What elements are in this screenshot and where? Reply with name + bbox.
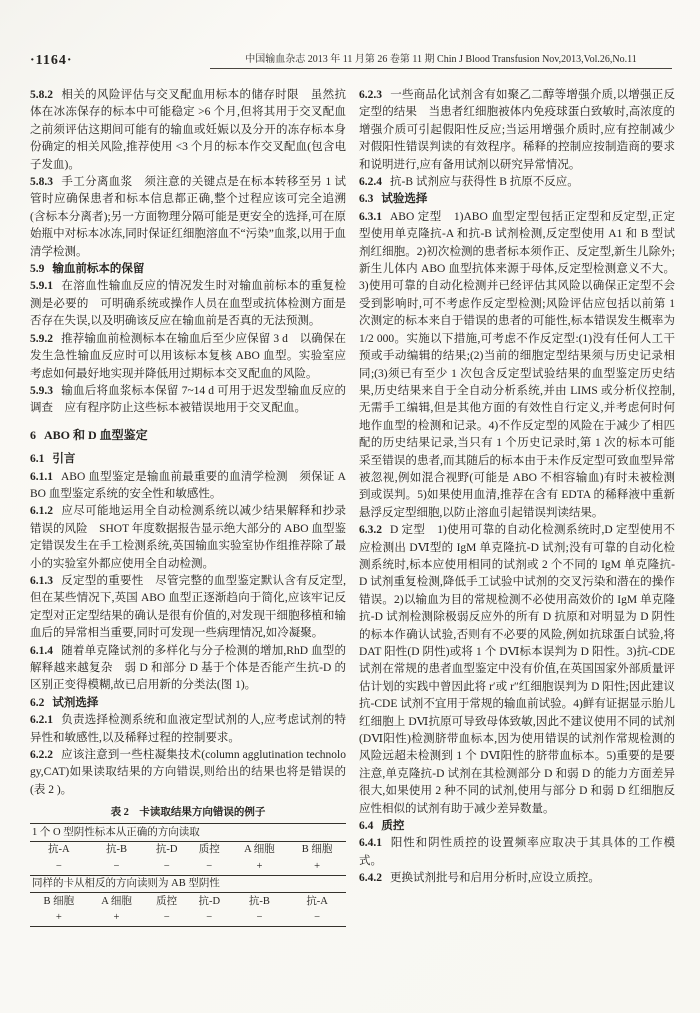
section-6-1-1 [30,469,346,504]
table-2 [30,823,346,927]
section-text: 输血后将血浆标本保留 7~14 d 可用于迟发型输血反应的调查 应有程序防止这些标本被错误地用于交叉配血。 [30,384,346,415]
section-text: 更换试剂批号和启用分析时,应设立质控。 [390,872,600,885]
page-number: ·1164· [30,53,73,68]
table-value-cell: − [88,858,146,875]
section-number: 6.1.2 [30,505,53,518]
heading-text: ABO 和 D 血型鉴定 [44,427,148,442]
heading-6 [30,427,346,444]
two-column-body [30,87,675,927]
section-number: 5.9.3 [30,384,53,397]
table-row [30,824,346,842]
section-text: 负责选择检测系统和血液定型试剂的人,应考虑试剂的特异性和敏感性,以及稀释过程的控制要求。 [30,714,346,744]
table-row [30,875,346,893]
section-text: 反定型的重要性 尽管完整的血型鉴定默认含有反定型,但在某些情况下,英国 ABO 血型正逐渐趋向于简化,应该牢记反定型对正定型结果的确认是很有价值的,对发现干细胞移植和输血后的异常相当重要,同时可发现一些病理情况,如冷凝聚。 [30,574,346,640]
journal-citation: 中国输血杂志 2013 年 11 月第 26 卷第 11 期 Chin J Blood Transfusion Nov,2013,Vol.26,No.11 [210,50,672,69]
section-6-1-3 [30,573,346,643]
section-number: 6.2.2 [30,749,53,762]
section-number: 6.4 [359,820,374,833]
section-5-9-3 [30,383,346,418]
table-header-cell: 质控 [198,844,220,856]
table-value-cell: − [256,912,263,924]
table-value-cell: − [188,858,231,875]
table-header-cell: 抗-A [48,844,70,856]
section-number: 6.1.1 [30,470,53,483]
section-5-8-3 [30,174,346,261]
table-span-caption: 同样的卡从相反的方向读则为 AB 型阴性 [30,875,346,893]
table-value-cell: + [113,912,120,924]
section-number: 5.8.3 [30,176,53,189]
table-value-cell: − [30,858,88,875]
table-value-cell: + [288,858,346,875]
section-number: 6 [30,427,36,442]
section-number: 6.3.1 [359,210,382,223]
table-row [30,858,346,875]
table-header-cell: 抗-B [248,895,270,907]
section-text: 抗-B 试剂应与获得性 B 抗原不反应。 [390,176,579,189]
section-text: 在溶血性输血反应的情况发生时对输血前标本的重复检测是必要的 可明确系统或操作人员在血型或抗体检测方面是否存在失误,以及明确该反应在输血前是否真的无法预测。 [30,280,346,328]
table-span-caption: 1 个 O 型阴性标本从正确的方向读取 [30,824,346,842]
section-number: 6.3 [359,193,374,206]
heading-6-3 [359,191,675,208]
heading-6-2 [30,695,346,712]
section-6-2-2 [30,747,346,799]
table-value-cell: − [163,912,170,924]
table-row [30,841,346,858]
section-number: 6.1 [30,453,45,466]
section-5-8-2 [30,87,346,174]
section-text: 推荐输血前检测标本在输血后至少应保留 3 d 以确保在发生急性输血反应时可以用该标本复核 ABO 血型。实验室应考虑如何最好地实现并降低用过期标本交叉配血的风险。 [30,332,346,380]
section-number: 6.4.2 [359,872,382,885]
table-value-cell: − [314,912,321,924]
heading-text: 试验选择 [381,193,428,206]
right-column [359,87,675,927]
table-2-block [30,805,346,927]
section-number: 6.2.3 [359,89,382,101]
section-6-2-4 [359,174,675,191]
table-header-cell: B 细胞 [301,844,333,856]
section-5-9-1 [30,278,346,330]
section-number: 6.3.2 [359,524,382,537]
page-header [30,50,672,69]
section-6-2-1 [30,712,346,747]
table-header-cell: 抗-B [106,844,127,856]
section-text: 相关的风险评估与交叉配血用标本的储存时限 虽然抗体在冰冻保存的标本中可能稳定 >6 个月,但将其用于交叉配血之前须评估这期间可能有的输血或妊娠以及分开的冻存标本身份确定的相关风险,推荐使用 <3 个月的标本作交叉配血(包含电子发血)。 [30,89,346,171]
table-2-title: 表 2 卡读取结果方向错误的例子 [110,807,266,819]
heading-text: 质控 [381,820,405,833]
section-6-4-2 [359,870,675,887]
table-header-cell: B 细胞 [43,895,75,907]
section-5-9-2 [30,331,346,383]
heading-text: 输血前标本的保留 [52,263,145,276]
section-text: 阳性和阴性质控的设置频率应取决于其具体的工作模式。 [359,837,675,867]
table-header-cell: 抗-D [155,844,178,856]
section-number: 5.9.1 [30,280,53,293]
heading-text: 引言 [52,453,76,466]
section-text: 应该注意到一些柱凝集技术(column agglutination technology,CAT)如果读取结果的方向错误,则给出的结果也将是错误的(表 2 )。 [30,749,346,796]
table-row [30,910,346,927]
left-column [30,87,346,927]
section-number: 6.1.4 [30,644,53,657]
table-value-cell: + [231,858,289,875]
heading-6-1 [30,451,346,468]
section-text: D 定型 1)使用可靠的自动化检测系统时,D 定型使用不应检测出 DⅥ型的 IgM 单克隆抗-D 试剂;没有可靠的自动化检测系统时,标本应使用相同的试剂或 2 个不同的 IgM 单克隆抗-D 试剂重复检测,降低手工试验中试剂的交叉污染和潜在的操作错误。2)以输血为目的常规检测不必使用高效价的 IgM 单克隆抗-D 试剂检测除极弱反应外的所有 D 抗原和对明显为 D 阴性的标本作确认试验,否则有不必要的风险,例如抗球蛋白试验,将 DAT 阳性(D 阴性)或将 1 个 DⅥ标本误判为 D 阳性。3)抗-CDE 试剂在常规的患者血型鉴定中没有价值,在英国国家外部质量评估计划的实践中曾因此将 r′或 r″红细胞误判为 D 阳性;因此建议抗-CDE 试剂不宜用于常规的输血前试验。4)鲜有证据显示胎儿红细胞上 DⅥ抗原可导致母体致敏,因此不建议使用不同的试剂(DⅥ阳性)检测脐带血标本,因为使用错误的试剂作常规检测的风险远超未检测到 1 个 DⅥ阳性的脐带血标本。5)重要的是要注意,单克隆抗-D 试剂在其检测部分 D 和弱 D 的能力方面差异很大,如果使用 2 种不同的试剂,使用与部分 D 和弱 D 红细胞反应性相似的试剂有助于减少差异数量。 [359,524,675,815]
section-number: 5.8.2 [30,89,53,101]
table-value-cell: − [145,858,188,875]
section-6-1-2 [30,503,346,573]
section-number: 6.2.1 [30,714,53,727]
heading-6-4 [359,818,675,835]
section-6-3-1 [359,209,675,522]
table-header-cell: 抗-A [306,895,328,907]
section-text: 随着单克隆试剂的多样化与分子检测的增加,RhD 血型的解释越来越复杂 弱 D 和部分 D 基于个体是否能产生抗-D 的区别正变得模糊,故已启用新的分类法(图 1)。 [30,644,346,692]
table-value-cell: + [55,912,62,924]
section-6-3-2 [359,522,675,818]
section-6-4-1 [359,835,675,870]
table-row [30,893,346,910]
section-text: ABO 血型鉴定是输血前最重要的血清学检测 须保证 ABO 血型鉴定系统的安全性和敏感性。 [30,470,346,500]
section-number: 6.2.4 [359,176,382,189]
section-number: 6.4.1 [359,837,382,850]
table-header-cell: A 细胞 [244,844,275,856]
table-header-cell: A 细胞 [101,895,132,907]
section-number: 6.1.3 [30,574,53,587]
section-text: 一些商品化试剂含有如聚乙二醇等增强介质,以增强正反定型的结果 当患者红细胞被体内免疫球蛋白致敏时,高浓度的增强介质可引起假阳性反应;当运用增强介质时,应有控制减少对假阳性错误判读的有效程序。稀释的控制应按制造商的要求和说明进行,应有备用试剂以研究异常情况。 [359,89,675,171]
heading-5-9 [30,261,346,278]
table-value-cell: − [206,912,213,924]
section-text: 应尽可能地运用全自动检测系统以减少结果解释和抄录错误的风险 SHOT 年度数据报告显示绝大部分的 ABO 血型鉴定错误发生在手工检测系统,英国输血实验室协作组推荐除了最小的实验室外都应使用全自动检测。 [30,505,346,570]
section-6-1-4 [30,643,346,695]
section-number: 5.9.2 [30,332,53,345]
section-text: ABO 定型 1)ABO 血型定型包括正定型和反定型,正定型使用单克隆抗-A 和抗-B 试剂检测,反定型使用 A1 和 B 型试剂红细胞。2)初次检测的患者标本须作正、反定型,新生儿除外;新生儿体内 ABO 血型抗体来源于母体,反定型检测意义不大。3)使用可靠的自动化检测并已经评估其风险以确保正定型不会受到影响时,可不考虑作反定型检测;风险评估应包括以前第 1 次测定的标本来自于错误的患者的可能性,标本错误发生概率为 1/2 000。实施以下措施,可考虑不作反定型:(1)没有任何人工干预或手动编辑的结果;(2)当前的细胞定型结果须与历史记录相同;(3)须已有至少 1 次包含反定型试验结果的血型鉴定历史结果,历史结果来自于全自动分析系统,并由 LIMS 或分析仪控制,无需手工编辑,但是其他方面的有效性自行定义,并考虑何时何地作血型的检测和记录。4)不作反定型的风险在于减少了相匹配的历史结果记录,当只有 1 个历史记录时,第 1 次的标本可能采至错误的患者,而其随后的标本由于未作反定型可致血型异常被忽视,例如混合视野(可能是 ABO 不相容输血)有时未被检测到或误判。5)如果使用血清,推荐在含有 EDTA 的稀释液中重新悬浮反定型细胞,以防止溶血引起错误判读结果。 [359,210,675,519]
section-text: 手工分离血浆 须注意的关键点是在标本转移至另 1 试管时应确保患者和标本信息都正确,整个过程应该可完全追溯(含标本分离者);另一方面物理分隔可能是更安全的选择,可在原始瓶中对标本冰冻,同时保证红细胞溶血不“污染”血浆,以用于血清学检测。 [30,176,346,258]
section-number: 5.9 [30,263,45,276]
section-number: 6.2 [30,696,45,709]
heading-text: 试剂选择 [52,696,99,709]
section-6-2-3 [359,87,675,174]
table-header-cell: 质控 [156,895,178,907]
table-header-cell: 抗-D [198,895,221,907]
